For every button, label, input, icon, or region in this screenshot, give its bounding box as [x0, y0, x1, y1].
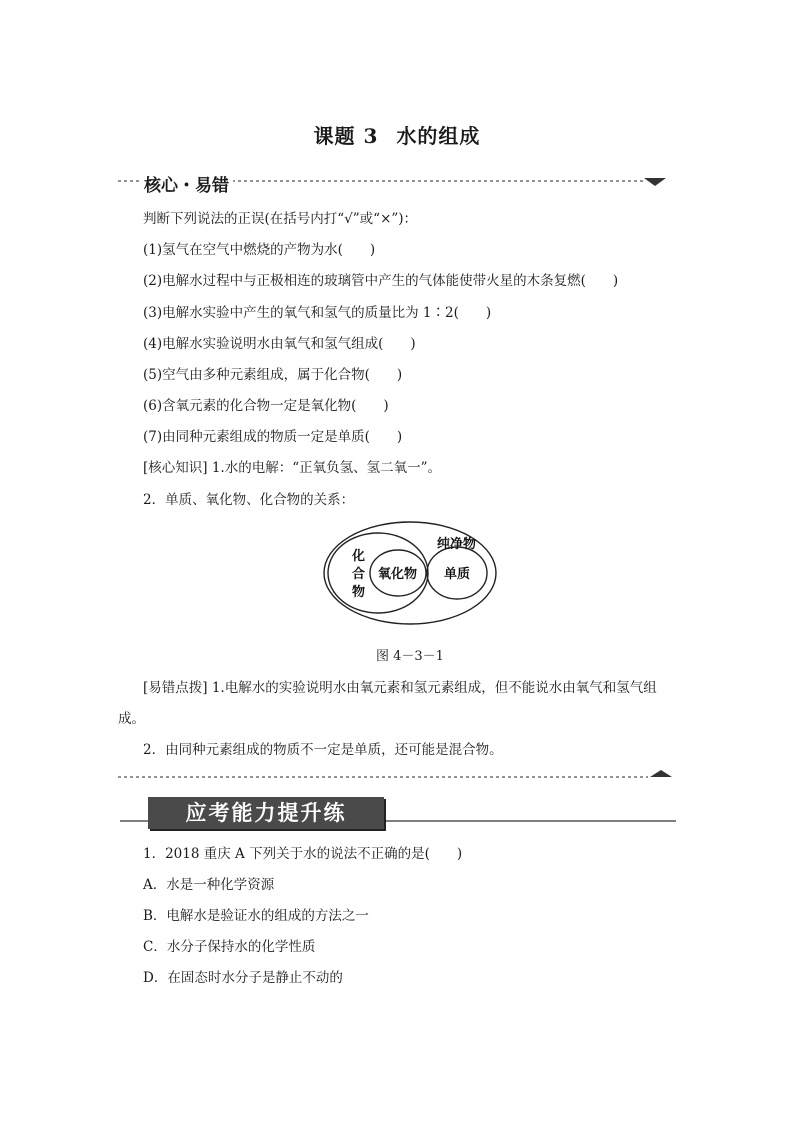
- label-pure-substance: 纯净物: [437, 537, 477, 552]
- tips-line-2: 2．由同种元素组成的物质不一定是单质，还可能是混合物。: [143, 742, 503, 758]
- knowledge-line-2: 2．单质、氧化物、化合物的关系：: [143, 492, 355, 508]
- option-c: C．水分子保持水的化学性质: [143, 939, 316, 955]
- triangle-down-icon: [644, 178, 666, 186]
- label-compound-char: 物: [352, 585, 366, 600]
- title-main: 课题 3: [313, 124, 379, 148]
- classification-diagram: [320, 518, 500, 628]
- title-sub: 水的组成: [396, 124, 481, 148]
- list-item: (6)含氧元素的化合物一定是氧化物( ): [143, 398, 389, 414]
- tips-line-1: [易错点拨] 1.电解水的实验说明水由氧元素和氢元素组成，但不能说水由氧气和氢气组: [143, 680, 657, 696]
- option-b: B．电解水是验证水的组成的方法之一: [143, 908, 369, 924]
- triangle-up-icon: [650, 770, 672, 777]
- figure-caption: 图 4－3－1: [376, 649, 444, 664]
- list-item: (7)由同种元素组成的物质一定是单质( ): [143, 429, 403, 445]
- label-oxide: 氧化物: [378, 567, 418, 582]
- intro-text: 判断下列说法的正误(在括号内打“√”或“×”)：: [143, 211, 418, 227]
- section-divider-bottom: [118, 766, 676, 782]
- page-title: [0, 120, 794, 149]
- list-item: (4)电解水实验说明水由氧气和氢气组成( ): [143, 336, 416, 352]
- list-item: (5)空气由多种元素组成，属于化合物( ): [143, 367, 403, 383]
- section-banner-practice: 应考能力提升练: [148, 797, 384, 829]
- list-item: (2)电解水过程中与正极相连的玻璃管中产生的气体能使带火星的木条复燃( ): [143, 273, 619, 289]
- label-element: 单质: [444, 567, 471, 582]
- tips-line-1-cont: 成。: [118, 711, 145, 727]
- list-item: (1)氢气在空气中燃烧的产物为水( ): [143, 242, 376, 258]
- list-item: (3)电解水实验中产生的氧气和氢气的质量比为 1∶2( ): [143, 305, 492, 321]
- label-compound-char: 化: [352, 549, 366, 564]
- option-a: A．水是一种化学资源: [143, 877, 275, 893]
- question-stem: 1．2018 重庆 A 下列关于水的说法不正确的是( ): [143, 846, 463, 862]
- section-label-core: 核心・易错: [140, 171, 233, 196]
- label-compound-char: 合: [352, 567, 366, 582]
- knowledge-line-1: [核心知识] 1.水的电解：“正氧负氢、氢二氧一”。: [143, 460, 442, 476]
- option-d: D．在固态时水分子是静止不动的: [143, 970, 343, 986]
